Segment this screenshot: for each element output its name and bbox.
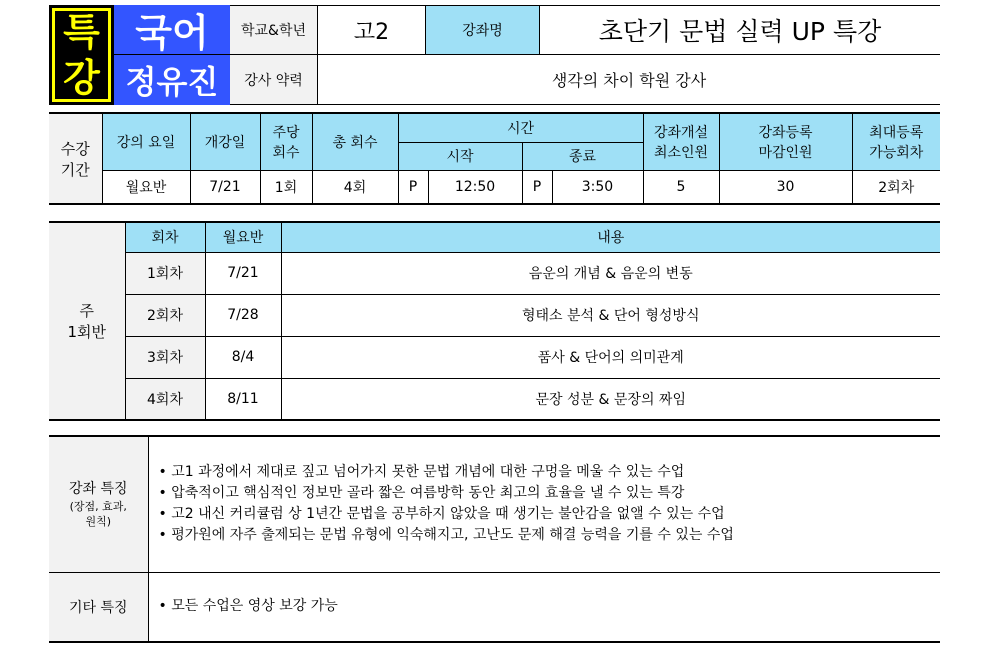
bio-label: 강사 약력 (230, 55, 318, 105)
etc-label: 기타 특징 (49, 572, 148, 642)
session-date: 7/28 (205, 294, 281, 336)
row-total: 4회 (312, 170, 398, 204)
curriculum-side-label: 주 1회반 (49, 222, 125, 420)
features-table (49, 435, 940, 643)
row-start-date: 7/21 (190, 170, 260, 204)
course-name-label: 강좌명 (426, 5, 540, 55)
session-label: 1회차 (125, 252, 205, 294)
session-label: 3회차 (125, 336, 205, 378)
row-end-ampm: P (522, 170, 552, 204)
session-date: 8/11 (205, 378, 281, 420)
col-time-end: 종료 (522, 142, 643, 170)
col-start-date: 개강일 (190, 113, 260, 170)
etc-content (148, 572, 940, 642)
features-sublabel: (장점, 효과, 원칙) (69, 500, 127, 529)
period-label: 수강 기간 (49, 113, 102, 204)
session-content: 형태소 분석 & 단어 형성방식 (281, 294, 940, 336)
col-deadline: 강좌등록 마감인원 (719, 113, 852, 170)
session-content: 문장 성분 & 문장의 짜임 (281, 378, 940, 420)
badge-bottom-char: 강 (63, 56, 100, 100)
feature-item: • 압축적이고 핵심적인 정보만 골라 짧은 여름방학 동안 최고의 효율을 낼 수 있는 특강 (159, 483, 941, 504)
col-weekly: 주당 회수 (260, 113, 312, 170)
col-min: 강좌개설 최소인원 (643, 113, 719, 170)
features-content (148, 436, 940, 572)
feature-item: • 고2 내신 커리큘럼 상 1년간 문법을 공부하지 않았을 때 생기는 불안감을 없앨 수 있는 수업 (159, 504, 941, 525)
curriculum-table (49, 221, 940, 421)
special-badge (49, 5, 114, 105)
table-row (49, 378, 940, 420)
col-day: 강의 요일 (102, 113, 190, 170)
table-row (49, 336, 940, 378)
col-time: 시간 (398, 113, 643, 142)
table-row (49, 252, 940, 294)
row-day: 월요반 (102, 170, 190, 204)
col-class: 월요반 (205, 222, 281, 252)
etc-item: • 모든 수업은 영상 보강 가능 (159, 596, 941, 617)
row-end-time: 3:50 (552, 170, 643, 204)
table-row (49, 294, 940, 336)
bio-value: 생각의 차이 학원 강사 (318, 55, 940, 105)
col-content: 내용 (281, 222, 940, 252)
col-session: 회차 (125, 222, 205, 252)
row-start-ampm: P (398, 170, 428, 204)
feature-item: • 평가원에 자주 출제되는 문법 유형에 익숙해지고, 고난도 문제 해결 능력을 기를 수 있는 수업 (159, 525, 941, 546)
row-deadline: 30 (719, 170, 852, 204)
row-max-sessions: 2회차 (852, 170, 940, 204)
session-date: 8/4 (205, 336, 281, 378)
session-content: 품사 & 단어의 의미관계 (281, 336, 940, 378)
col-time-start: 시작 (398, 142, 522, 170)
badge-top-char: 특 (63, 10, 100, 54)
row-min: 5 (643, 170, 719, 204)
session-label: 4회차 (125, 378, 205, 420)
course-name-value: 초단기 문법 실력 UP 특강 (540, 5, 940, 55)
school-grade-label: 학교&학년 (230, 5, 318, 55)
subject-title: 국어 (114, 5, 230, 55)
features-label-cell (49, 436, 148, 572)
session-label: 2회차 (125, 294, 205, 336)
session-date: 7/21 (205, 252, 281, 294)
col-max-sessions: 최대등록 가능회차 (852, 113, 940, 170)
row-weekly: 1회 (260, 170, 312, 204)
col-total: 총 회수 (312, 113, 398, 170)
schedule-table (49, 112, 940, 205)
teacher-name: 정유진 (114, 55, 230, 105)
features-label: 강좌 특징 (68, 481, 128, 498)
feature-item: • 고1 과정에서 제대로 짚고 넘어가지 못한 문법 개념에 대한 구멍을 메울 수 있는 수업 (159, 462, 941, 483)
session-content: 음운의 개념 & 음운의 변동 (281, 252, 940, 294)
row-start-time: 12:50 (428, 170, 522, 204)
school-grade-value: 고2 (318, 5, 426, 55)
